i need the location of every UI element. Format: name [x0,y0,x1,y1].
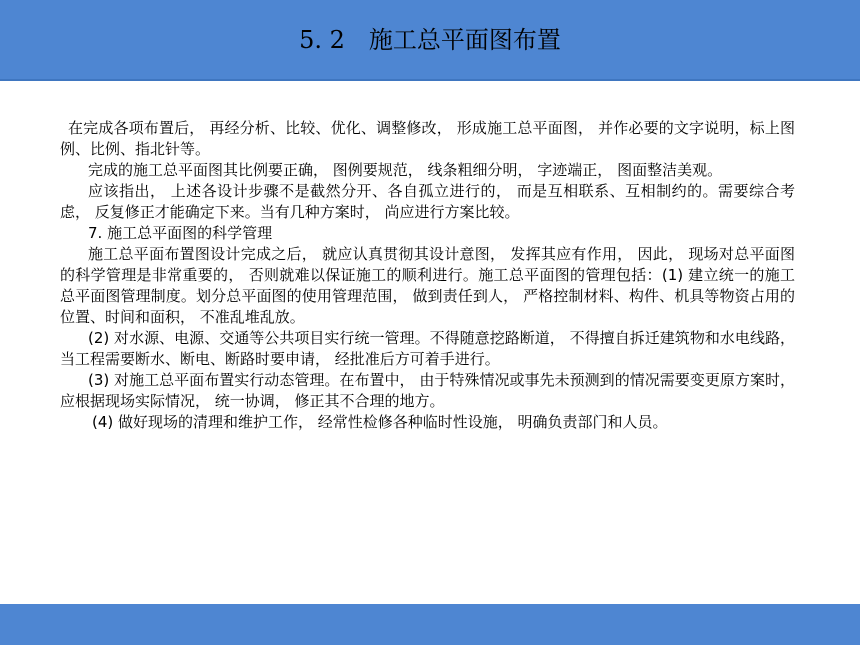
slide-title: 5. 2 施工总平面图布置 [299,26,561,54]
paragraph-7: (4) 做好现场的清理和维护工作， 经常性检修各种临时性设施， 明确负责部门和人员。 [92,413,668,431]
body-text [60,118,795,433]
paragraph-3: 应该指出， 上述各设计步骤不是截然分开、各自孤立进行的， 而是互相联系、互相制约的。需要综合考虑， 反复修正才能确定下来。当有几种方案时， 尚应进行方案比较。 [60,182,795,221]
paragraph-1: 在完成各项布置后， 再经分析、比较、优化、调整修改， 形成施工总平面图， 并作必要的文字说明，标上图例、比例、指北针等。 [60,119,795,158]
paragraph-4: 施工总平面布置图设计完成之后， 就应认真贯彻其设计意图， 发挥其应有作用， 因此， 现场对总平面图的科学管理是非常重要的， 否则就难以保证施工的顺利进行。施工总平面图的管理包括：(1) 建立统一的施工总平面图管理制度。划分总平面图的使用管理范围， 做到责任到人， 严格控制材料、构件、机具等物资占用的位置、时间和面积， 不准乱堆乱放。 [60,245,795,326]
paragraph-5: (2) 对水源、电源、交通等公共项目实行统一管理。不得随意挖路断道， 不得擅自拆迁建筑物和水电线路， 当工程需要断水、断电、断路时要申请， 经批准后方可着手进行。 [60,329,795,368]
title-bar [0,0,860,81]
footer-bar [0,604,860,645]
paragraph-6: (3) 对施工总平面布置实行动态管理。在布置中， 由于特殊情况或事先未预测到的情况需要变更原方案时， 应根据现场实际情况， 统一协调， 修正其不合理的地方。 [60,371,795,410]
section-heading: 7. 施工总平面图的科学管理 [88,224,273,242]
paragraph-2: 完成的施工总平面图其比例要正确， 图例要规范， 线条粗细分明， 字迹端正， 图面整洁美观。 [88,161,723,179]
